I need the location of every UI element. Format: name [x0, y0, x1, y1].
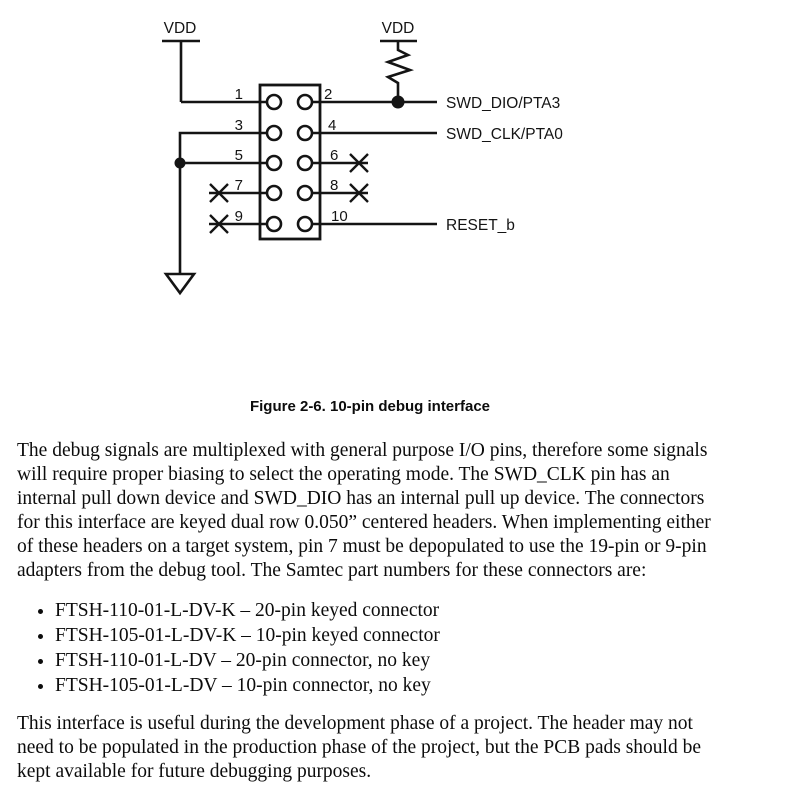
pin-8-circle	[298, 186, 312, 200]
list-item: • FTSH-105-01-L-DV – 10-pin connector, no key	[55, 673, 791, 698]
pin-6-circle	[298, 156, 312, 170]
list-item: • FTSH-105-01-L-DV-K – 10-pin keyed connector	[55, 623, 791, 648]
pin-4-circle	[298, 126, 312, 140]
junction-dot	[175, 158, 186, 169]
header-pins	[267, 95, 312, 231]
pin-number-4: 4	[328, 117, 337, 134]
figure-caption: Figure 2-6. 10-pin debug interface	[249, 398, 491, 415]
pin-5-circle	[267, 156, 281, 170]
resistor-icon	[388, 41, 410, 102]
text-line: This interface is useful during the development phase of a project. The header may not	[17, 713, 693, 734]
pin-2-circle	[298, 95, 312, 109]
pin-number-2: 2	[324, 86, 333, 103]
text-line: will require proper biasing to select the operating mode. The SWD_CLK pin has an	[17, 464, 670, 485]
pin-number-10: 10	[331, 208, 348, 225]
pin-number-7: 7	[234, 177, 243, 194]
pin-number-6: 6	[330, 147, 339, 164]
pin-9-circle	[267, 217, 281, 231]
paragraph-development-phase	[17, 712, 782, 784]
connector-part-list	[17, 598, 791, 698]
pin-number-8: 8	[330, 177, 339, 194]
text-line: of these headers on a target system, pin 7 must be depopulated to use the 19-pin or 9-pin	[17, 536, 707, 557]
pin-3-circle	[267, 126, 281, 140]
text-line: adapters from the debug tool. The Samtec part numbers for these connectors are:	[17, 560, 647, 581]
text-line: The debug signals are multiplexed with general purpose I/O pins, therefore some signals	[17, 440, 708, 461]
pin-7-circle	[267, 186, 281, 200]
signal-label-swd-clk: SWD_CLK/PTA0	[446, 126, 563, 143]
text-line: need to be populated in the production phase of the project, but the PCB pads should be	[17, 737, 701, 758]
list-item: • FTSH-110-01-L-DV – 20-pin connector, no key	[55, 648, 791, 673]
pin-10-circle	[298, 217, 312, 231]
ground-icon	[166, 274, 194, 293]
pin-1-circle	[267, 95, 281, 109]
signal-label-reset-b: RESET_b	[446, 217, 515, 234]
text-line: kept available for future debugging purposes.	[17, 761, 372, 782]
text-line: for this interface are keyed dual row 0.050” centered headers. When implementing either	[17, 512, 711, 533]
power-rail-left-icon	[162, 41, 200, 102]
pin-number-1: 1	[234, 86, 243, 103]
pin-number-9: 9	[234, 208, 243, 225]
vdd-label-right: VDD	[381, 20, 415, 37]
pin-number-3: 3	[234, 117, 243, 134]
paragraph-debug-signals	[17, 439, 782, 583]
signal-label-swd-dio: SWD_DIO/PTA3	[446, 95, 561, 112]
text-line: internal pull down device and SWD_DIO has an internal pull up device. The connectors	[17, 488, 705, 509]
debug-interface-schematic	[0, 0, 791, 320]
list-item: • FTSH-110-01-L-DV-K – 20-pin keyed connector	[55, 598, 791, 623]
pin-number-5: 5	[234, 147, 243, 164]
junction-dot	[392, 96, 405, 109]
vdd-label-left: VDD	[163, 20, 197, 37]
